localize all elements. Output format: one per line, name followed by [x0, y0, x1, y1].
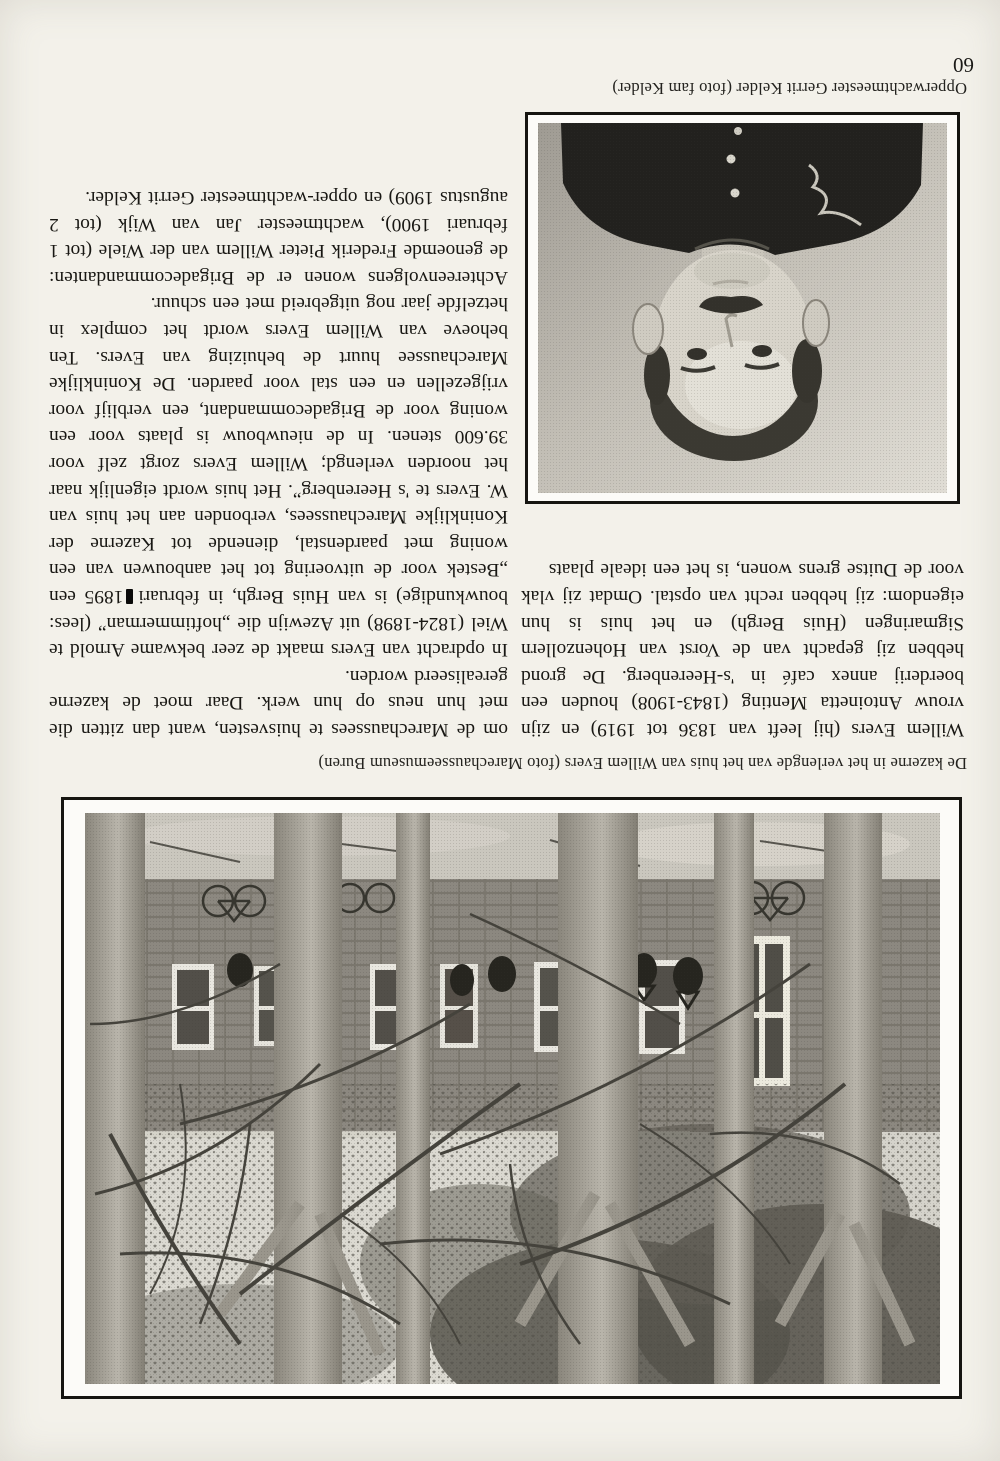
ink-blot — [126, 589, 133, 604]
portrait-photo — [525, 112, 960, 504]
article-right-column — [49, 184, 508, 742]
article-paragraph: Achtereenvolgens wonen er de Brigadecommandanten: de genoemde Frederik Pieter Willem van der Wiele (tot 1 februari 1900), wachtmeester Jan van Wijk (tot 2 augustus 1909) en opper-wachtmeester Gerrit Kelder. — [49, 187, 508, 288]
kazerne-photo-illustration — [85, 813, 940, 1384]
paragraph-text: In opdracht van Evers maakt de zeer bekwame Arnold te Wiel (1824-1898) uit Azewijn die „hoftimmerman” (lees: bouwkundige) is van Huis Bergh, in februari — [49, 586, 508, 661]
page-number: 60 — [953, 53, 974, 77]
portrait-photo-illustration — [538, 123, 947, 493]
paragraph-text: 1895 een „Bestek voor de uitvoering tot het aanbouwen van een woning met paardenstal, dienende tot Kazerne der Koninklijke Marechaussees, verbonden aan het huis van W. Evers te 's Heerenberg”. Het huis wordt eigenlijk naar het noorden verlengd; Willem Evers zorgt zelf voor 39.600 stenen. In de nieuwbouw is plaats voor een woning voor de Brigadecommandant, een verblijf voor vrijgezellen en een stal voor paarden. De Koninklijke Marechaussee huurt de behuizing van Evers. Ten behoeve van Willem Evers wordt het complex in hetzelfde jaar nog uitgebreid met een schuur. — [49, 293, 508, 608]
article-paragraph: Willem Evers (hij leeft van 1836 tot 1919) en zijn vrouw Antoinetta Menting (1843-1908) houden een boerderij annex café in 's-Heerenberg. De grond hebben zij gepacht van de Vorst van Hohenzollern Sigmaringen (Huis Bergh) en het huis is hun eigendom: zij hebben recht van opstal. Omdat zij vlak voor de Duitse grens wonen, is het een ideale plaats — [521, 559, 964, 740]
article-left-column — [521, 556, 964, 742]
kazerne-caption: De kazerne in het verlengde van het huis van Willem Evers (foto Marechausseemuseum Buren) — [318, 754, 967, 773]
portrait-caption: Opperwachtmeester Gerrit Kelder (foto fam Kelder) — [612, 79, 967, 98]
kazerne-photo — [61, 797, 962, 1399]
article-paragraph: om de Marechaussees te huisvesten, want dan zitten die met hun neus op hun werk. Daar moet de kazerne gerealiseerd worden. — [49, 665, 508, 740]
article-paragraph — [49, 290, 508, 662]
